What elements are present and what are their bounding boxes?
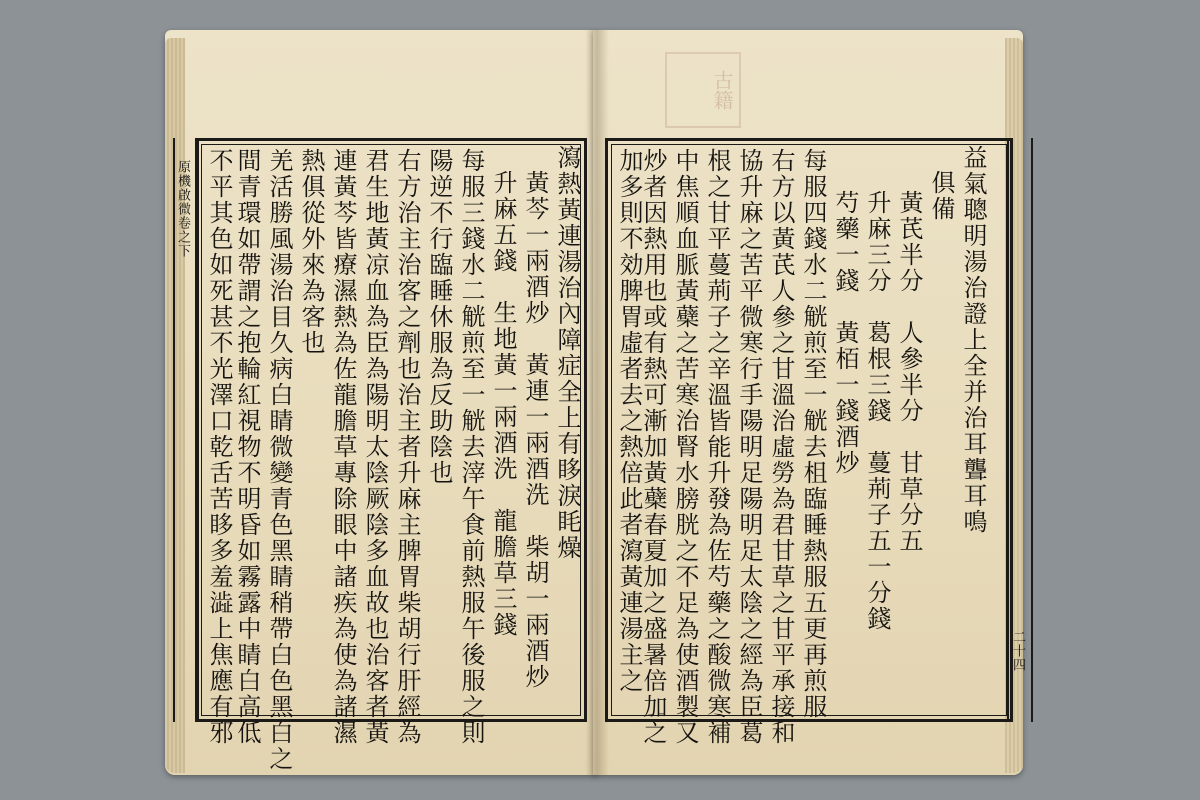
- left-col-2: 黃芩一兩酒炒 黃連一兩酒洗 柴胡一兩酒炒: [521, 170, 549, 690]
- right-col-1: 益氣聰明湯治證上全并治耳聾耳鳴: [959, 145, 987, 535]
- left-col-3: 升麻五錢 生地黃一兩酒洗 龍膽草三錢: [489, 170, 517, 638]
- right-col-5: 芍藥一錢 黃栢一錢酒炒: [831, 190, 859, 476]
- left-col-9: 熱俱從外來為客也: [297, 148, 325, 356]
- right-col-4: 升麻三分 葛根三錢 蔓荊子五一分錢: [863, 190, 891, 632]
- open-book: [165, 30, 1025, 775]
- right-col-3: 黃芪半分 人參半分 甘草分五: [895, 190, 923, 554]
- left-col-12: 不平其色如死甚不光澤口乾舌苦眵多羞澁上焦應有邪: [205, 148, 233, 746]
- left-margin-title: 原機啟微卷之下: [175, 160, 190, 258]
- right-col-9: 根之甘平蔓荊子之辛溫皆能升發為佐芍藥之酸微寒補: [703, 148, 731, 746]
- right-col-2: 俱備: [927, 170, 955, 222]
- left-col-11: 間青環如帶謂之抱輪紅視物不明昏如霧露中睛白高低: [233, 148, 261, 746]
- left-col-6: 右方治主治客之劑也治主者升麻主脾胃柴胡行肝經為: [393, 148, 421, 746]
- library-stamp: 古籍: [665, 52, 741, 128]
- left-col-10: 羌活勝風湯治目久病白睛微變青色黑睛稍帶白色黑白之: [265, 148, 293, 772]
- right-col-7: 右方以黃芪人參之甘溫治虛勞為君甘草之甘平承接和: [767, 148, 795, 746]
- left-col-8: 連黃芩皆療濕熱為佐龍膽草專除眼中諸疾為使為諸濕: [329, 148, 357, 746]
- right-col-11: 炒者因熱用也或有熱可漸加黃蘗春夏加之盛暑倍加之: [639, 148, 667, 746]
- right-col-8: 協升麻之苦平微寒行手陽明足陽明足太陰之經為臣葛: [735, 148, 763, 746]
- left-col-7: 君生地黃凉血為臣為陽明太陰厥陰多血故也治客者黃: [361, 148, 389, 746]
- left-col-1: 瀉熱黃連湯治內障症全上有眵淚眊燥: [553, 145, 581, 561]
- right-col-10: 中焦順血脈黃蘗之苦寒治腎水膀胱之不足為使酒製又: [671, 148, 699, 746]
- right-col-12: 加多則不効脾胃虛者去之熱倍此者瀉黃連湯主之: [615, 148, 643, 694]
- right-page-number: 二十四: [1010, 630, 1025, 672]
- left-col-5: 陽逆不行臨睡休服為反助陰也: [425, 148, 453, 486]
- left-col-4: 每服三錢水二觥煎至一觥去滓午食前熱服午後服之則: [457, 148, 485, 746]
- right-col-6: 每服四錢水二觥煎至一觥去柤臨睡熱服五更再煎服: [799, 148, 827, 720]
